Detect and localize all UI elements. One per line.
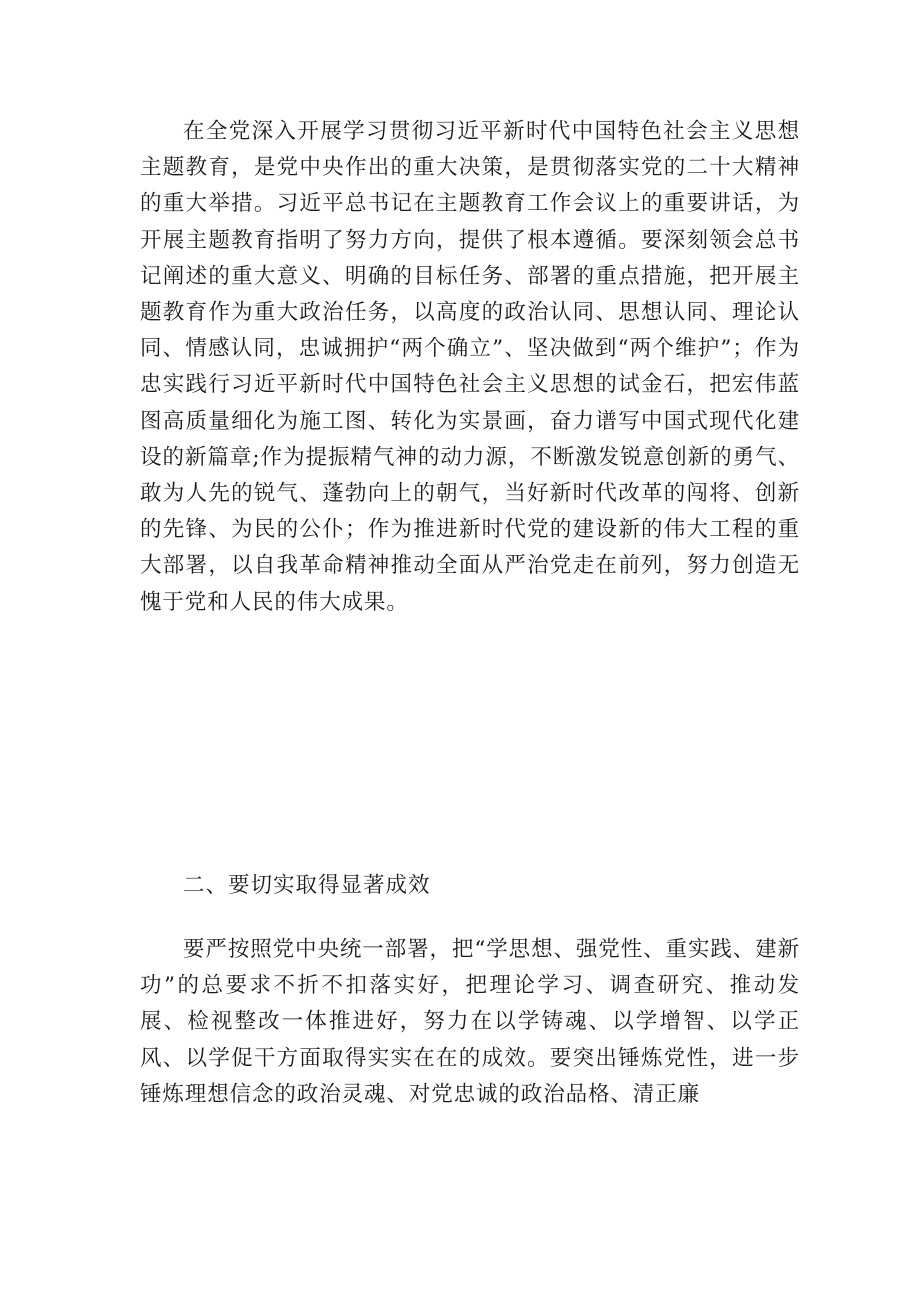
body-paragraph: 在全党深入开展学习贯彻习近平新时代中国特色社会主义思想主题教育，是党中央作出的重大决策，是贯彻落实党的二十大精神的重大举措。习近平总书记在主题教育工作会议上的重要讲话，为开展主题教育指明了努力方向，提供了根本遵循。要深刻领会总书记阐述的重大意义、明确的目标任务、部署的重点措施，把开展主题教育作为重大政治任务，以高度的政治认同、思想认同、理论认同、情感认同，忠诚拥护“两个确立”、坚决做到“两个维护”；作为忠实践行习近平新时代中国特色社会主义思想的试金石，把宏伟蓝图高质量细化为施工图、转化为实景画，奋力谱写中国式现代化建设的新篇章;作为提振精气神的动力源，不断激发锐意创新的勇气、敢为人先的锐气、蓬勃向上的朝气，当好新时代改革的闯将、创新的先锋、为民的公仆；作为推进新时代党的建设新的伟大工程的重大部署，以自我革命精神推动全面从严治党走在前列，努力创造无愧于党和人民的伟大成果。 [140,119,800,615]
body-paragraph: 要严按照党中央统一部署，把“学思想、强党性、重实践、建新功”的总要求不折不扣落实好，把理论学习、调查研究、推动发展、检视整改一体推进好，努力在以学铸魂、以学增智、以学正风、以学促干方面取得实实在在的成效。要突出锤炼党性，进一步锤炼理想信念的政治灵魂、对党忠诚的政治品格、清正廉 [140,937,800,1107]
section-heading: 二、要切实取得显著成效 [183,873,431,898]
